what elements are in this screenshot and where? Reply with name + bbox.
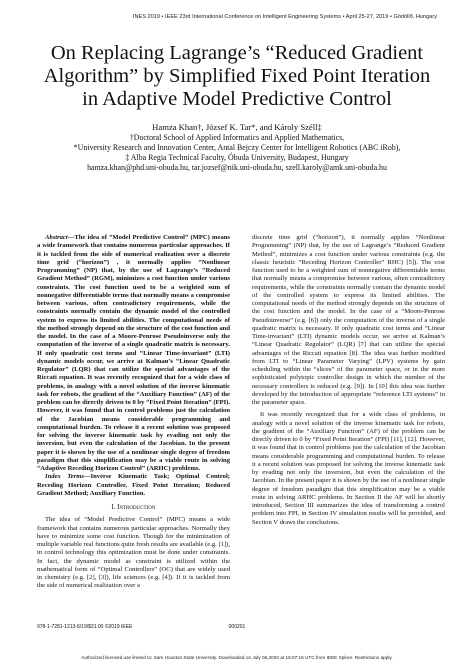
footer-page-number: 000201 (228, 624, 246, 630)
author-emails: hamza.khan@phd.uni-obuda.hu, tar.jozsef@nik.uni-obuda.hu, szell.karoly@amk.uni-obuda.hu (87, 163, 387, 172)
abstract-label: Abstract (45, 234, 68, 241)
conference-header: INES 2019 • IEEE 23rd International Conference on Intelligent Engineering Systems • April 25-27, 2019 • Gödöllő, Hungary (132, 14, 437, 20)
intro-paragraph-2: It was recently recognized that for a wide class of problems, in analogy with a novel solution of the inverse kinematic task for robots, the gradient of the “Auxiliary Function” (AF) of the problem can be directly driven to 0 by “Fixed Point Iteration” (FPI) [11], [12]. However, it was found that in control problems just the calculation of the Jacobian means considerable programming and computational burden. To release it a recent solution was proposed for solving the inverse kinematic task by evading not only the inversion, but even the calculation of the Jacobian. In the present paper it is shown by the use of a nonlinear single degree of freedom paradigm that this simplification may be a viable route in solving ARHC problems. In Section II the AF will be shortly introduced, Section III summarizes the idea of transforming a control problem into FPI, in Section IV simulation results will be provided, and Section V draws the conclusions. (252, 411, 445, 526)
paper-title: On Replacing Lagrange’s “Reduced Gradient Algorithm” by Simplified Fixed Point Iteration in Adaptive Model Predictive Control (43, 42, 431, 110)
index-terms-text: —Inverse Kinematic Task; Optimal Control; Receding Horizon Controller, Fixed Point Iteration; Reduced Gradient Method; Auxiliary Function. (37, 473, 231, 497)
author-names: Hamza Khan†, József K. Tar*, and Károly Széll‡ (152, 122, 322, 132)
intro-paragraph: The idea of “Model Predictive Control” (MPC) means a wide framework that contains numerous particular approaches. Normally they have to minimize some cost function. Though for the minimization of multiple variable real functions quite fresh results are available (e.g. [1]), in control technology this optimization must be done under constraints. In fact, the dynamic model as constraint is utilized within the mathematical form of “Optimal Controllers” (OC) that are widely used in chemistry (e.g. [2], [3]), life sciences (e.g. [4]). If it is tackled from the side of numerical realization over a (37, 516, 230, 590)
license-notice: Authorized licensed use limited to: Sam Houston State University. Downloaded on July 06,2020 at 16:07:16 UTC from IEEE Xplore. Restrictions apply. (81, 655, 393, 660)
abstract-text: —The idea of “Model Predictive Control” (MPC) means a wide framework that contains numerous particular approaches. If it is tackled from the side of numerical realization over a discrete time grid (“horizon”) , it normally applies “Nonlinear Programming” (NP) that, by the use of Lagrange’s “Reduced Gradient Method” (RGM), minimizes a cost function under various constraints. The cost function used to be a weighted sum of nonnegative differentiable terms that normally means a compromise between various, often contradictory requirements, while the constraints normally contain the dynamic model of the controlled system to express its limited abilities. The computational needs of the method strongly depend on the structure of the cost function and the model. In the case of a Moore-Penrose Pseudoinverse only the computation of the inverse of a single quadratic matrix is necessary. If only quadratic cost terms and “Linear Time-invariant” (LTI) dynamic models occur, we arrive at Kalman’s “Linear Quadratic Regulator” (LQR) that can utilize the special advantages of the Riccati equation. It was recently recognized that for a wide class of problems, in analogy with a novel solution of the inverse kinematic task for robots, the gradient of the “Auxiliary Function” (AF) of the problem can be directly driven to 0 by “Fixed Point Iteration” (FPI). However, it was found that in control problems just the calculation of the Jacobian means considerable programming and computational burden. To release it a recent solution was proposed for solving the inverse kinematic task by evading not only the inversion, but even the calculation of the Jacobian. In the present paper it is shown by the use of a nonlinear single degree of freedom paradigm that this simplification may be a viable route in solving “Adaptive Receding Horizon Control” (ARHC) problems. (37, 234, 230, 472)
right-column (252, 234, 445, 527)
affiliation-2: *University Research and Innovation Center, Antal Bejczy Center for Intelligent Robotics (ABC iRob), (73, 143, 401, 152)
author-block (38, 122, 436, 173)
intro-paragraph-continued: discrete time grid (“horizon”), it normally applies “Nonlinear Programming” (NP) that, by the use of Lagrange’s “Reduced Gradient Method”, minimizes a cost function under various constraints (e.g. the classic heuristic “Receding Horizon Controller” RHC) [5]). The cost function used to be a weighted sum of nonnegative differentiable terms that normally means a compromise between various, often contradictory requirements, while the constraints normally contain the dynamic model of the controlled system to express its limited abilities. The computational needs of the method strongly depends on the structure of the cost function and the model. In the case of a “Moore-Penrose Pseudoinverse” (e.g. [6]) only the computation of the inverse of a single quadratic matrix is necessary. If only quadratic cost terms and “Linear Time-invariant” (LTI) dynamic models occur, we arrive at Kalman’s “Linear Quadratic Regulator” (LQR) [7] that can utilize the special advantages of the Riccati equation [8]. The idea was further modified from LTI to “Linear Parameter Varying” (LPV) systems by gain scheduling within the “slices” of the parameter space, or in the more sophisticated polytopic controller design in which the number of the necessary controllers is reduced (e.g. [9]). In [10] this idea was further developed by the introduction of appropriate “reference LTI systems” in the parameter space. (252, 234, 445, 406)
left-column (37, 234, 230, 591)
section-title-introduction: I. Introduction (111, 504, 156, 511)
footer-isbn: 978-1-7281-1213-6/19/$31.00 ©2019 IEEE (37, 624, 133, 630)
affiliation-3: ‡ Alba Regia Technical Faculty, Óbuda University, Budapest, Hungary (125, 153, 349, 162)
affiliation-1: †Doctoral School of Applied Informatics and Applied Mathematics, (129, 133, 345, 142)
index-terms-label: Index Terms (45, 473, 84, 481)
abstract (37, 234, 230, 498)
